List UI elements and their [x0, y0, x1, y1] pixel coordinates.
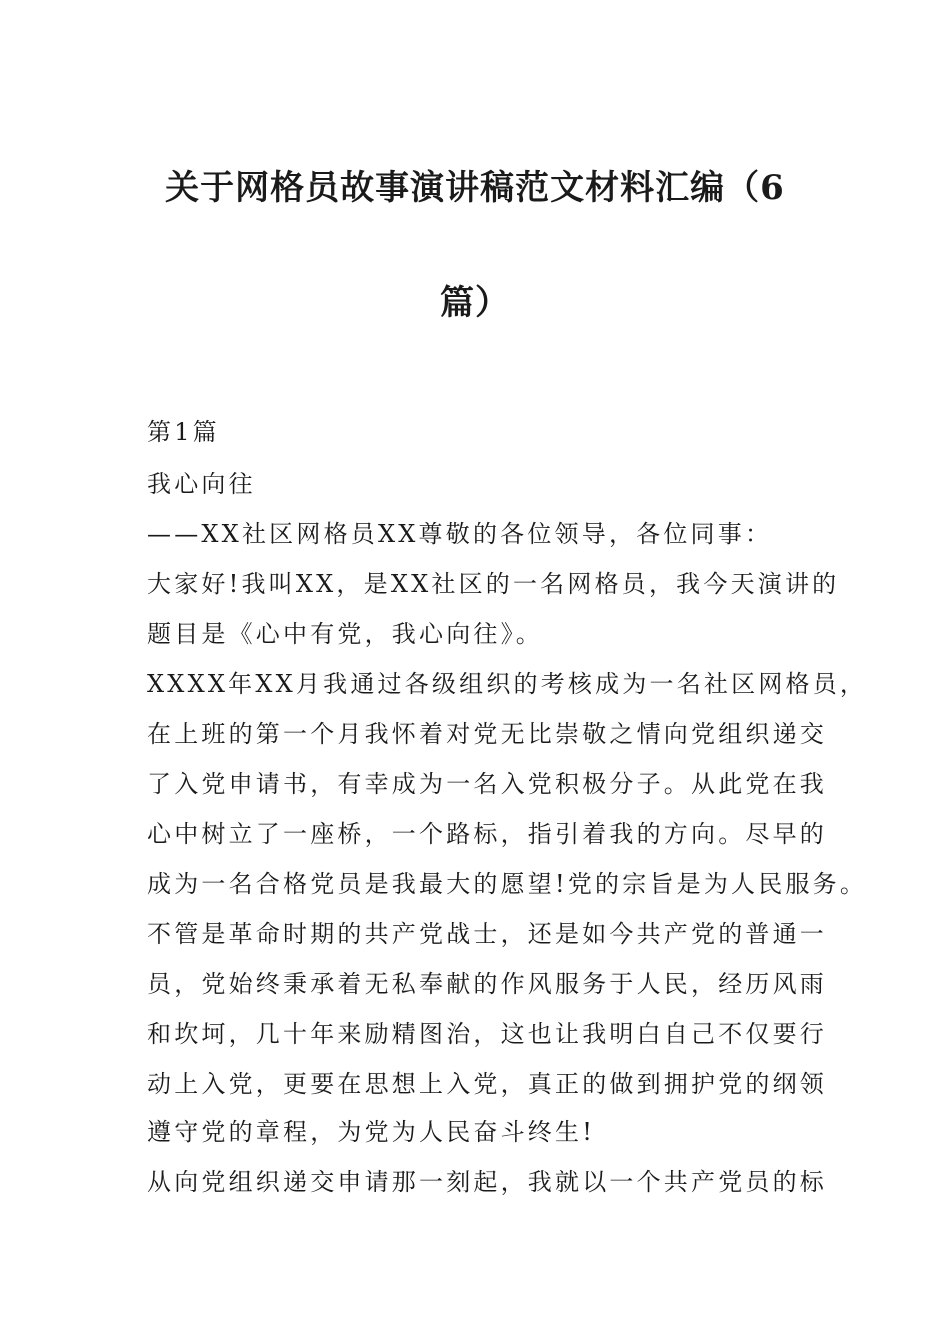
body-line: 动上入党，更要在思想上入党，真正的做到拥护党的纲领: [147, 1070, 827, 1098]
body-line: 了入党申请书，有幸成为一名入党积极分子。从此党在我: [147, 770, 827, 798]
speaker-and-greeting: ——XX社区网格员XX尊敬的各位领导，各位同事：: [147, 520, 773, 548]
body-line: 在上班的第一个月我怀着对党无比崇敬之情向党组织递交: [147, 720, 827, 748]
body-line: 遵守党的章程，为党为人民奋斗终生!: [147, 1118, 596, 1146]
document-title-line-2: 篇）: [440, 283, 510, 323]
body-line: 从向党组织递交申请那一刻起，我就以一个共产党员的标: [147, 1168, 827, 1196]
section-heading: 第1篇: [147, 418, 220, 446]
body-line: 心中树立了一座桥，一个路标，指引着我的方向。尽早的: [147, 820, 827, 848]
body-line: 和坎坷，几十年来励精图治，这也让我明白自己不仅要行: [147, 1020, 827, 1048]
body-line: XXXX年XX月我通过各级组织的考核成为一名社区网格员，: [147, 670, 868, 698]
body-line: 题目是《心中有党，我心向往》。: [147, 620, 543, 648]
body-line: 大家好!我叫XX，是XX社区的一名网格员，我今天演讲的: [147, 570, 840, 598]
speech-title: 我心向往: [147, 470, 256, 498]
document-title-line-1: 关于网格员故事演讲稿范文材料汇编（6: [165, 168, 785, 208]
body-line: 不管是革命时期的共产党战士，还是如今共产党的普通一: [147, 920, 827, 948]
body-line: 员，党始终秉承着无私奉献的作风服务于人民，经历风雨: [147, 970, 827, 998]
body-line: 成为一名合格党员是我最大的愿望!党的宗旨是为人民服务。: [147, 870, 868, 898]
